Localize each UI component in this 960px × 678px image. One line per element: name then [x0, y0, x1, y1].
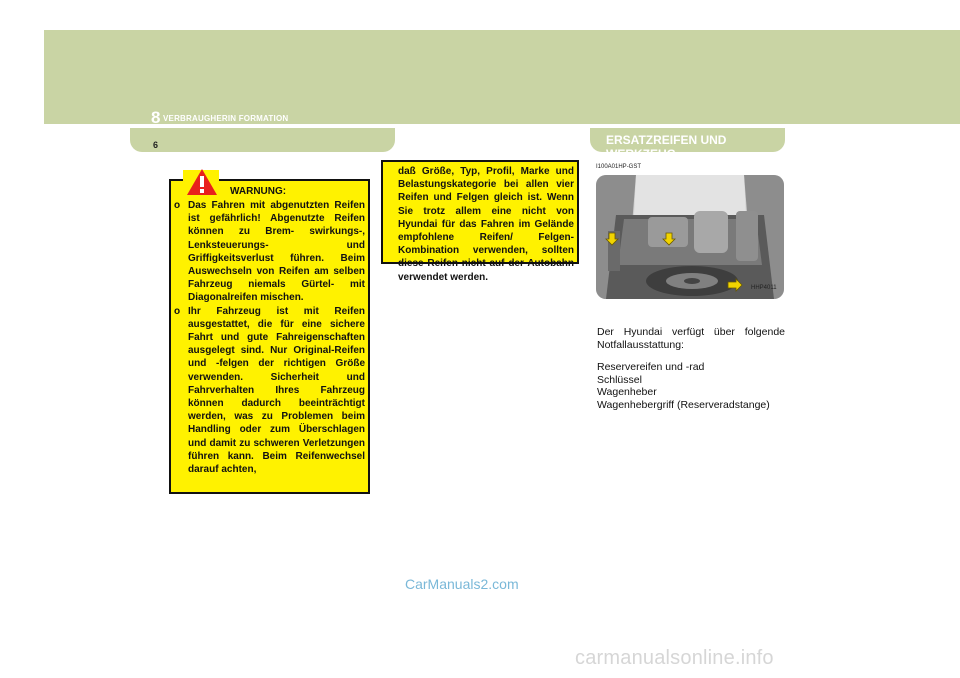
chapter-number: 8: [151, 108, 161, 127]
warning-text: [174, 199, 365, 476]
list-item: Schlüssel: [597, 373, 642, 386]
trunk-illustration: [596, 175, 784, 299]
photo-caption: HHP4011: [751, 285, 777, 291]
list-item: Wagenheber: [597, 386, 657, 399]
section-title: ERSATZREIFEN UND WERKZEUG: [606, 133, 727, 161]
intro-text: Der Hyundai verfügt über folgende Notfallausstattung:: [597, 326, 785, 351]
list-item: Wagenhebergriff (Reserveradstange): [597, 398, 770, 411]
reference-code: I100A01HP-GST: [596, 164, 642, 170]
spare-tire-photo: [596, 175, 784, 299]
chapter-title: VERBRAUGHERIN FORMATION: [163, 114, 289, 123]
header-tab-left: [130, 128, 395, 152]
equipment-list: [597, 361, 770, 411]
warning-title: WARNUNG:: [230, 186, 287, 197]
warning-item: [174, 199, 365, 305]
watermark-footer: carmanualsonline.info: [575, 647, 774, 669]
page-number: 6: [153, 140, 159, 150]
warning-item-text: Ihr Fahrzeug ist mit Reifen ausgestattet, die für eine sichere Fahrt und gute Fahreigenschaften ausgelegt sind. Nur Original-Reifen und -felgen der richtigen Größe verwenden. Sicherheit und Fahrverhalten Ihres Fahrzeug können dadurch beeinträchtigt werden, was zu Problemen beim Handling oder zum Überschlagen und damit zu schweren Verletzungen führen kann. Beim Reifenwechsel darauf achten,: [188, 305, 365, 476]
list-item: Reservereifen und -rad: [597, 361, 705, 373]
warning-bullet: o: [174, 305, 181, 317]
watermark-link[interactable]: CarManuals2.com: [405, 576, 519, 592]
exclamation-icon: [186, 168, 218, 196]
warning-item-text: Das Fahren mit abgenutzten Reifen ist gefährlich! Abgenutzte Reifen können zu Brem- swirkungs-, Lenksteuerungs- und Griffigkeitsverlust führen. Beim Auswechseln von Reifen am selben Fahrzeug niemals Gürtel- mit Diagonalreifen mischen.: [188, 200, 365, 304]
warning-bullet: o: [174, 200, 181, 211]
warning-continuation-text: daß Größe, Typ, Profil, Marke und Belastungskategorie bei allen vier Reifen und Felgen gleich ist. Wenn Sie trotz allem eine nicht von Hyundai für das Fahren im Gelände empfohlene Reifen/ Felgen-Kombination verwenden, sollten diese Reifen nicht auf der Autobahn verwendet werden.: [398, 166, 574, 283]
warning-item: [174, 305, 365, 477]
